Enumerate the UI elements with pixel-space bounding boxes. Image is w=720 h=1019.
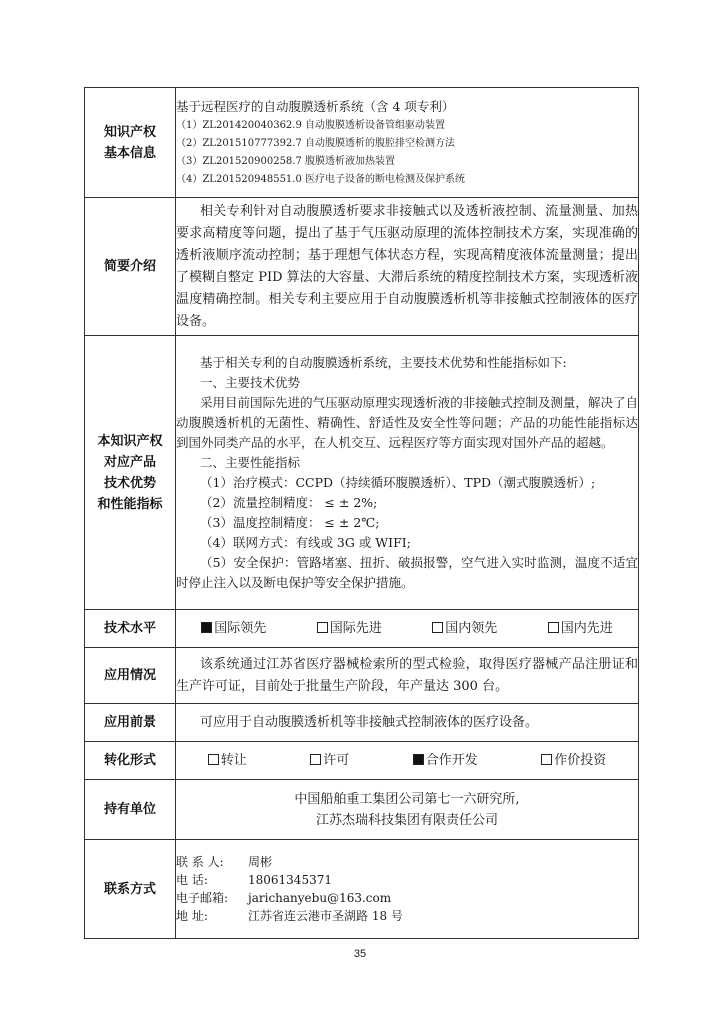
checkbox-icon[interactable] (548, 622, 559, 633)
label-contact: 联系方式 (85, 840, 176, 939)
row-transfer (85, 742, 639, 780)
label-intro: 简要介绍 (85, 198, 176, 336)
prospect-text: 可应用于自动腹膜透析机等非接触式控制液体的医疗设备。 (200, 714, 539, 730)
patent-item: （4）ZL201520948551.0 医疗电子设备的断电检测及保护系统 (176, 173, 466, 185)
checkbox-icon[interactable] (208, 754, 219, 765)
advantages-intro: 基于相关专利的自动腹膜透析系统，主要技术优势和性能指标如下: (200, 354, 567, 370)
row-holder (85, 780, 639, 840)
prospect-content (176, 704, 639, 742)
tech-level-options (176, 610, 639, 648)
contact-address: 地 址: 江苏省连云港市圣湖路 18 号 (176, 909, 403, 923)
patent-item: （2）ZL201510777392.7 自动腹膜透析的腹腔排空检测方法 (176, 137, 456, 149)
checkbox-icon[interactable] (201, 622, 212, 633)
spec-item: （4）联网方式：有线或 3G 或 WIFI; (200, 534, 411, 550)
spec-item: （1）治疗模式：CCPD（持续循环腹膜透析）、TPD（潮式腹膜透析）; (200, 474, 596, 490)
transfer-options (176, 742, 639, 780)
transfer-option[interactable]: 作价投资 (541, 752, 606, 770)
transfer-option[interactable]: 转让 (208, 752, 247, 770)
contact-phone: 电 话: 18061345371 (176, 873, 332, 887)
label-holder: 持有单位 (85, 780, 176, 840)
transfer-option[interactable]: 合作开发 (413, 752, 478, 770)
advantages-content (176, 336, 639, 610)
ip-title: 基于远程医疗的自动腹膜透析系统（含 4 项专利） (176, 98, 455, 114)
page-number: 35 (353, 948, 367, 960)
contact-email: 电子邮箱: jarichanyebu@163.com (176, 891, 392, 905)
patent-item: （1）ZL201420040362.9 自动腹膜透析设备管组驱动装置 (176, 119, 446, 131)
advantages-heading-1: 一、主要技术优势 (200, 374, 301, 390)
checkbox-icon[interactable] (310, 754, 321, 765)
holder-line: 江苏杰瑞科技集团有限责任公司 (315, 812, 498, 828)
application-text: 该系统通过江苏省医疗器械检索所的型式检验，取得医疗器械产品注册证和生产许可证，目前处于批量生产阶段，年产量达 300 台。 (176, 656, 638, 694)
contact-content (176, 840, 639, 939)
contact-person: 联 系 人: 周彬 (176, 855, 273, 869)
holder-content (176, 780, 639, 840)
row-contact (85, 840, 639, 939)
tech-level-option[interactable]: 国内领先 (432, 620, 497, 638)
holder-line: 中国船舶重工集团公司第七一六研究所, (294, 791, 520, 807)
spec-item: （3）温度控制精度： ≤ ± 2℃; (200, 514, 380, 530)
email-link[interactable]: jarichanyebu@163.com (248, 891, 392, 905)
transfer-option[interactable]: 许可 (310, 752, 349, 770)
checkbox-icon[interactable] (317, 622, 328, 633)
checkbox-icon[interactable] (541, 754, 552, 765)
label-transfer: 转化形式 (85, 742, 176, 780)
row-prospect (85, 704, 639, 742)
label-prospect: 应用前景 (85, 704, 176, 742)
advantages-heading-2: 二、主要性能指标 (200, 454, 301, 470)
tech-level-option[interactable]: 国际领先 (201, 620, 266, 638)
spec-item: （2）流量控制精度： ≤ ± 2%; (200, 494, 378, 510)
ip-info-content (176, 88, 639, 198)
row-advantages (85, 336, 639, 610)
label-advantages: 本知识产权 对应产品 技术优势 和性能指标 (85, 336, 176, 610)
tech-level-option[interactable]: 国内先进 (548, 620, 613, 638)
row-application (85, 648, 639, 704)
ip-info-table (84, 87, 639, 939)
patent-item: （3）ZL201520900258.7 腹膜透析液加热装置 (176, 155, 396, 167)
application-content (176, 648, 639, 704)
row-ip-info (85, 88, 639, 198)
label-ip-info: 知识产权 基本信息 (85, 88, 176, 198)
spec-item: （5）安全保护：管路堵塞、扭折、破损报警，空气进入实时监测，温度不适宜时停止注入以及断电保护等安全保护措施。 (176, 554, 638, 590)
row-tech-level (85, 610, 639, 648)
label-application: 应用情况 (85, 648, 176, 704)
row-intro (85, 198, 639, 336)
intro-content (176, 198, 639, 336)
intro-text: 相关专利针对自动腹膜透析要求非接触式以及透析液控制、流量测量、加热要求高精度等问题，提出了基于气压驱动原理的流体控制技术方案，实现准确的透析液顺序流动控制；基于理想气体状态方程，实现高精度液体流量测量；提出了模糊自整定 PID 算法的大容量、大滞后系统的精度控制技术方案，实现透析液温度精确控制。相关专利主要应用于自动腹膜透析机等非接触式控制液体的医疗设备。 (176, 203, 638, 329)
checkbox-icon[interactable] (413, 754, 424, 765)
checkbox-icon[interactable] (432, 622, 443, 633)
label-tech-level: 技术水平 (85, 610, 176, 648)
tech-level-option[interactable]: 国际先进 (317, 620, 382, 638)
advantages-paragraph: 采用目前国际先进的气压驱动原理实现透析液的非接触式控制及测量，解决了自动腹膜透析机的无菌性、精确性、舒适性及安全性等问题；产品的功能性能指标达到国外同类产品的水平，在人机交互、远程医疗等方面实现对国外产品的超越。 (176, 394, 638, 450)
